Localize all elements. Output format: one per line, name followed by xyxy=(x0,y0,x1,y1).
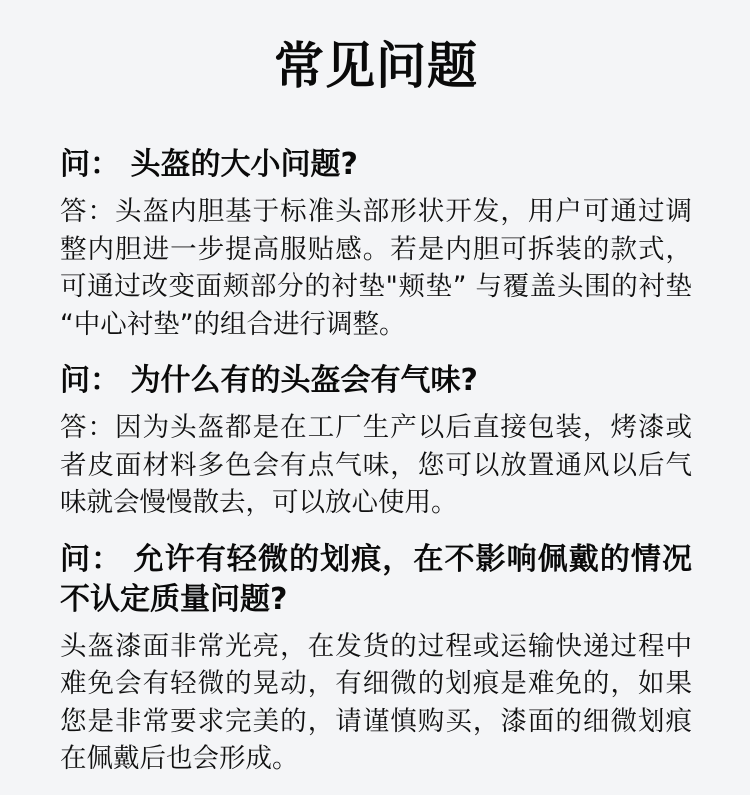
faq-answer: 答：头盔内胆基于标准头部形状开发，用户可通过调整内胆进一步提高服贴感。若是内胆可拆装的款式，可通过改变面颊部分的衬垫"颊垫” 与覆盖头围的衬垫“中心衬垫”的组合进行调整。 xyxy=(60,196,692,340)
faq-item xyxy=(60,361,692,522)
faq-question: 问： 头盔的大小问题? xyxy=(60,147,358,182)
faq-item xyxy=(60,540,692,778)
faq-question: 问： 为什么有的头盔会有气味? xyxy=(60,363,478,398)
faq-item xyxy=(60,145,692,343)
faq-answer: 答：因为头盔都是在工厂生产以后直接包装，烤漆或者皮面材料多色会有点气味，您可以放置通风以后气味就会慢慢散去，可以放心使用。 xyxy=(60,412,692,518)
faq-answer: 头盔漆面非常光亮，在发货的过程或运输快递过程中难免会有轻微的晃动，有细微的划痕是难免的，如果您是非常要求完美的，请谨慎购买，漆面的细微划痕在佩戴后也会形成。 xyxy=(60,630,692,774)
faq-question: 问： 允许有轻微的划痕，在不影响佩戴的情况不认定质量问题? xyxy=(60,541,692,617)
page-title: 常见问题 xyxy=(274,37,478,95)
faq-list xyxy=(60,145,692,778)
